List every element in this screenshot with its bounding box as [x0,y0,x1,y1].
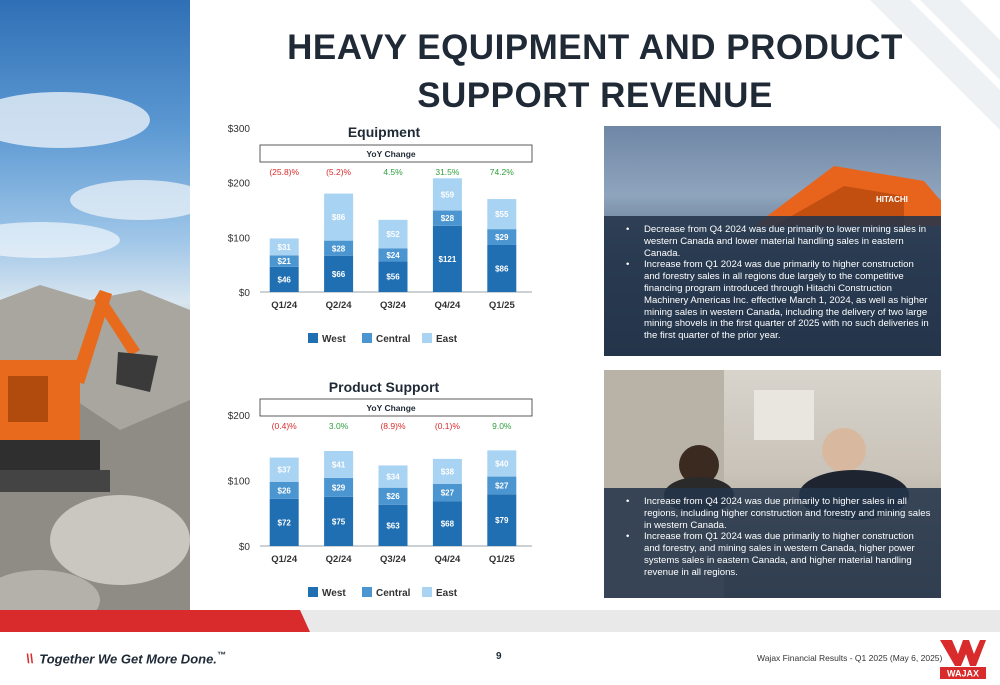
data-label: $86 [495,264,509,274]
support-note: • Increase from Q1 2024 was due primarily to higher construction and forestry, and mining sales in western Canada, higher power systems sales in eastern Canada, and higher material handling revenue in all regions. [618,531,931,578]
yoy-value: 9.0% [492,421,512,431]
support-commentary-panel [604,370,941,598]
x-tick-label: Q2/24 [325,554,352,565]
equipment-note: • Decrease from Q4 2024 was due primarily to lower mining sales in western Canada and lower material handling sales in eastern Canada. [618,224,931,259]
data-label: $34 [386,472,400,482]
legend-swatch-east [422,333,432,343]
x-tick-label: Q3/24 [380,300,406,311]
x-tick-label: Q2/24 [325,300,352,311]
yoy-value: 3.0% [328,421,349,431]
data-label: $79 [495,516,509,526]
data-label: $29 [331,483,346,493]
data-label: $21 [277,257,291,267]
data-label: $28 [331,244,346,254]
x-tick-label: Q1/25 [488,300,515,311]
y-tick-label: $100 [227,476,250,488]
logo-text: WAJAX [946,668,980,679]
data-label: $29 [495,233,509,243]
footer-accent-bar [0,610,1000,632]
y-tick-label: $200 [227,178,250,190]
legend-swatch-west [308,333,318,343]
legend-swatch-west [308,587,318,597]
trademark-symbol: ™ [216,650,226,660]
data-label: $40 [495,459,509,469]
legend-swatch-east [422,587,432,597]
data-label: $72 [277,518,291,528]
yoy-value: (5.2)% [326,167,352,177]
title-line-1: HEAVY EQUIPMENT AND PRODUCT [287,28,903,67]
data-label: $24 [386,250,400,260]
wajax-logo [938,638,988,680]
page-title [250,24,940,120]
legend-swatch-central [362,333,372,343]
x-tick-label: Q1/25 [488,554,515,565]
equipment-note: • Increase from Q1 2024 was due primarily to higher construction and forestry sales in all regions due largely to the competitive financing program introduced through Hitachi Construction Machinery Americas Inc. effective March 1, 2024, as well as higher mining sales in western Canada, including the delivery of two large mining shovels in the first quarter of 2025 with no such deliveries in the first quarter of the prior year. [618,259,931,342]
equipment-commentary-text [604,216,941,356]
data-label: $66 [331,269,346,279]
data-label: $26 [386,492,400,502]
legend-swatch-central [362,587,372,597]
yoy-value: (25.8)% [269,167,300,177]
data-label: $63 [386,521,400,531]
legend-label: Central [376,334,411,345]
data-label: $86 [331,213,346,223]
data-label: $37 [277,465,291,475]
yoy-label: YoY Change [366,403,416,413]
footer-tagline [26,650,226,666]
page-number: 9 [496,651,502,662]
legend-label: West [322,588,346,599]
data-label: $52 [386,230,400,240]
data-label: $27 [495,481,509,491]
data-label: $31 [277,242,291,252]
legend-label: East [436,334,458,345]
y-tick-label: $300 [227,124,250,135]
chart-title: Equipment [347,124,421,140]
yoy-value: (0.4)% [271,421,297,431]
data-label: $46 [277,275,291,285]
tagline-slash-icon: \\ [26,651,34,667]
y-tick-label: $0 [238,288,250,299]
data-label: $59 [440,190,455,200]
data-label: $26 [277,486,291,496]
data-label: $55 [495,210,509,220]
yoy-value: 31.5% [435,167,460,177]
y-tick-label: $200 [227,411,250,422]
excavator-photo [0,0,190,630]
yoy-value: (8.9)% [380,421,406,431]
data-label: $38 [440,467,455,477]
x-tick-label: Q1/24 [271,554,298,565]
data-label: $27 [440,488,455,498]
data-label: $56 [386,272,400,282]
data-label: $68 [440,519,455,529]
data-label: $28 [440,214,455,224]
x-tick-label: Q1/24 [271,300,298,311]
x-tick-label: Q4/24 [434,300,461,311]
product-support-chart [210,374,540,609]
photo-brand-label: HITACHI [876,195,908,204]
equipment-commentary-panel [604,126,941,356]
footer-reference: Wajax Financial Results - Q1 2025 (May 6, 2025) [757,653,943,663]
x-tick-label: Q4/24 [434,554,461,565]
yoy-label: YoY Change [366,149,416,159]
y-tick-label: $100 [227,233,250,245]
tagline-text: Together We Get More Done. [39,651,217,667]
legend-label: Central [376,588,411,599]
support-note: • Increase from Q4 2024 was due primarily to higher sales in all regions, including higher construction and forestry and mining sales in western Canada. [618,496,931,531]
legend-label: West [322,334,346,345]
x-tick-label: Q3/24 [380,554,406,565]
title-line-2: SUPPORT REVENUE [417,76,773,115]
yoy-value: (0.1)% [434,421,460,431]
legend-label: East [436,588,458,599]
support-commentary-text [604,488,941,598]
chart-title: Product Support [328,379,440,395]
yoy-value: 4.5% [383,167,403,177]
data-label: $41 [331,460,346,470]
data-label: $121 [438,254,457,264]
y-tick-label: $0 [238,542,250,553]
data-label: $75 [331,517,346,527]
yoy-value: 74.2% [489,167,514,177]
equipment-chart [210,118,540,353]
